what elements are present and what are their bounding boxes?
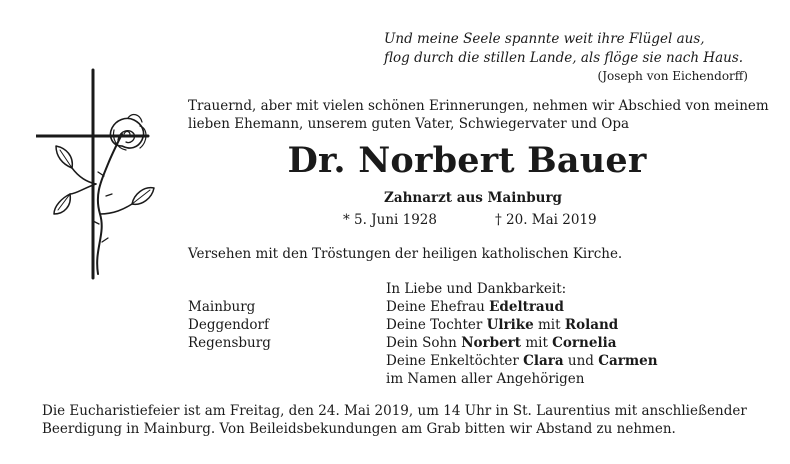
poem-line-1: Und meine Seele spannte weit ihre Flügel aus, xyxy=(384,31,705,47)
intro-line-1: Trauernd, aber mit vielen schönen Erinnerungen, nehmen wir Abschied von meinem xyxy=(188,98,769,114)
faith-line: Versehen mit den Tröstungen der heiligen katholischen Kirche. xyxy=(188,246,623,262)
gratitude-line: In Liebe und Dankbarkeit: xyxy=(386,281,567,297)
intro-line-2: lieben Ehemann, unserem guten Vater, Schwiegervater und Opa xyxy=(188,116,630,132)
deceased-title: Zahnarzt aus Mainburg xyxy=(384,190,562,206)
poem-line-2: flog durch die stillen Lande, als flöge sie nach Haus. xyxy=(384,50,744,66)
mourner-wife: Deine Ehefrau Edeltraud xyxy=(386,299,564,315)
death-date: † 20. Mai 2019 xyxy=(495,212,597,228)
mourner-others: im Namen aller Angehörigen xyxy=(386,371,585,387)
mourner-daughter: Deine Tochter Ulrike mit Roland xyxy=(386,317,619,333)
place-item: Regensburg xyxy=(188,335,271,351)
place-item: Mainburg xyxy=(188,299,256,315)
service-line-1: Die Eucharistiefeier ist am Freitag, den 24. Mai 2019, um 14 Uhr in St. Laurentius mit anschließender xyxy=(42,403,747,419)
service-line-2: Beerdigung in Mainburg. Von Beileidsbekundungen am Grab bitten wir Abstand zu nehmen. xyxy=(42,421,676,437)
place-item: Deggendorf xyxy=(188,317,269,333)
mourner-grandchildren: Deine Enkeltöchter Clara und Carmen xyxy=(386,353,658,369)
mourner-son: Dein Sohn Norbert mit Cornelia xyxy=(386,335,617,351)
birth-date: * 5. Juni 1928 xyxy=(343,212,437,228)
deceased-name: Dr. Norbert Bauer xyxy=(287,140,647,181)
poem-author: (Joseph von Eichendorff) xyxy=(597,69,748,83)
